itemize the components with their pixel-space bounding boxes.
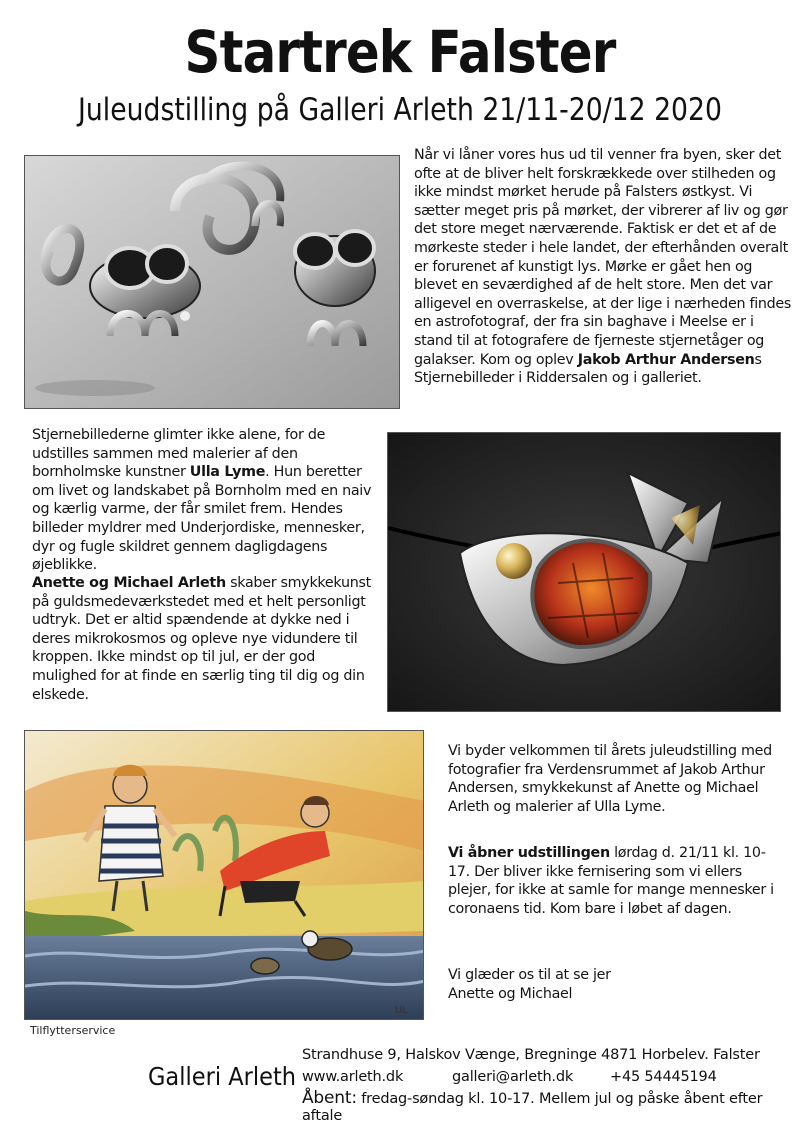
- mouse-earrings-photo: [24, 155, 400, 409]
- hours-text: fredag-søndag kl. 10-17. Mellem jul og påske åbent efter aftale: [302, 1091, 763, 1124]
- poster-title: Startrek Falster: [184, 18, 616, 86]
- intro-paragraph: [414, 146, 792, 388]
- closing-line-2: Anette og Michael: [448, 986, 573, 1002]
- opening-text-end: lørdag d. 21/11 kl. 10-17. Der bliver ikke fernisering som vi ellers plejer, for ikke at samle for mange mennesker i coronaens tid. Kom bare i løbet af dagen.: [448, 845, 774, 917]
- photo-caption: Tilflytterservice: [30, 1024, 116, 1037]
- painting-signature: UL: [395, 1005, 408, 1016]
- jewelry-paragraph: [32, 574, 372, 704]
- opening-highlight: Vi åbner udstillingen: [448, 845, 610, 861]
- closing-line-1: Vi glæder os til at se jer: [448, 967, 611, 983]
- opening-hours: [302, 1088, 800, 1124]
- goldsmiths-name: Anette og Michael Arleth: [32, 575, 226, 591]
- intro-text-start: Når vi låner vores hus ud til venner fra byen, sker det ofte at de bliver helt forskrækkede over stilheden og ikke mindst mørket herude på Falsters østkyst. Vi sætter meget pris på mørket, der vibrerer af liv og gør det store meget nærværende. Faktisk er det et af de mørkeste steder i hele landet, der efterhånden overalt er forurenet af kunstigt lys. Mørke er gået hen og blevet en seværdighed af de helt store. Men det var alligevel en overraskelse, at der lige i nærheden findes en astrofotograf, der fra sin baghave i Meelse er i stand til at fotografere de fjerneste stjernetåger og galakser. Kom og oplev: [414, 147, 792, 368]
- poster-subtitle: Juleudstilling på Galleri Arleth 21/11-20/12 2020: [78, 92, 722, 128]
- opening-paragraph: [448, 844, 778, 918]
- paintings-text-end: . Hun beretter om livet og landskabet på Bornholm med en naiv og kærlig varme, der får smilet frem. Hendes billeder myldrer med Underjordiske, mennesker, dyr og fugle skildret gennem dagligdagens øjeblikke.: [32, 464, 372, 574]
- welcome-paragraph: Vi byder velkommen til årets juleudstilling med fotografier fra Verdensrummet af Jakob Arthur Andersen, smykkekunst af Anette og Michael Arleth og malerier af Ulla Lyme.: [448, 743, 772, 815]
- fish-pendant-photo: [387, 432, 781, 712]
- email-link[interactable]: galleri@arleth.dk: [452, 1069, 574, 1085]
- painter-name: Ulla Lyme: [189, 464, 266, 481]
- gallery-brand: Galleri Arleth: [148, 1062, 297, 1091]
- intro-text-end: s Stjernebilleder i Riddersalen og i galleriet.: [414, 351, 762, 387]
- website-link[interactable]: www.arleth.dk: [302, 1069, 404, 1085]
- phone-number: +45 54445194: [610, 1069, 717, 1085]
- hours-label: Åbent:: [302, 1088, 357, 1108]
- paintings-text-start: Stjernebillederne glimter ikke alene, for de udstilles sammen med malerier af den bornholmske kunstner: [32, 427, 326, 481]
- paintings-paragraph: [32, 426, 372, 575]
- footer-address: Strandhuse 9, Halskov Vænge, Bregninge 4871 Horbelev. Falster: [302, 1047, 760, 1063]
- naive-painting-photo: [24, 730, 424, 1020]
- photographer-name: Jakob Arthur Andersen: [577, 351, 755, 368]
- jewelry-text-end: skaber smykkekunst på guldsmedeværkstedet med et helt personligt udtryk. Det er altid spændende at dykke ned i deres mikrokosmos og opleve nye vidundere til kroppen. Ikke mindst op til jul, er der god mulighed for at finde en særlig ting til dig og din elskede.: [32, 575, 371, 703]
